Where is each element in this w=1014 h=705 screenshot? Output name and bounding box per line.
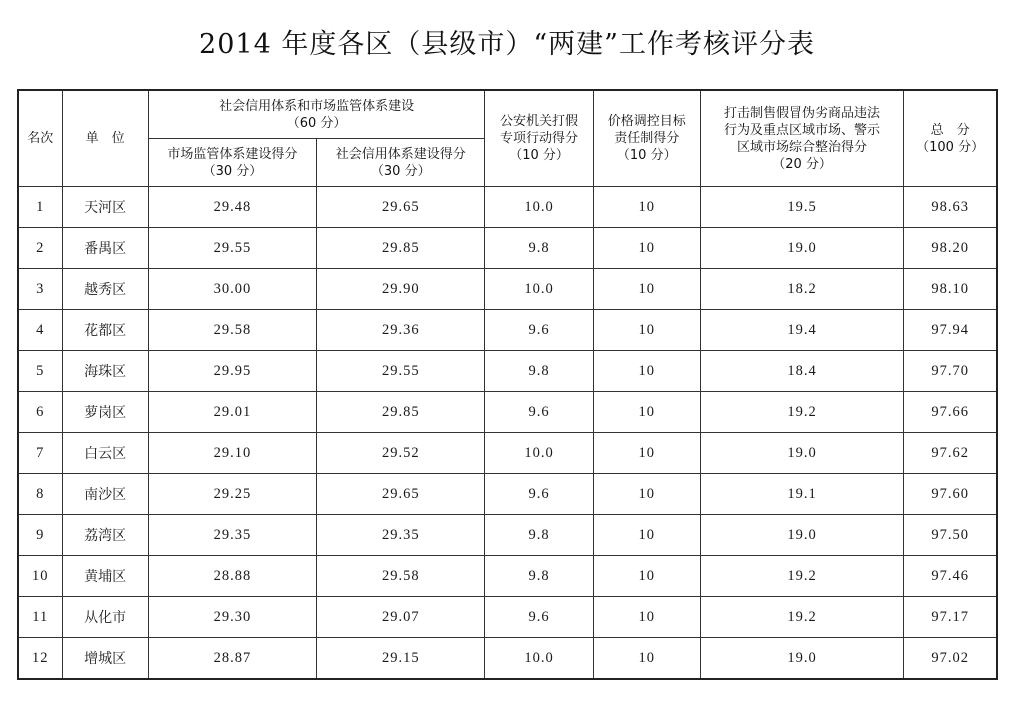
header-police-line3: （10 分）: [509, 148, 569, 163]
cell-crackdown-score: 19.2: [700, 597, 903, 638]
cell-police-score: 9.6: [485, 597, 593, 638]
header-crackdown-line1: 打击制售假冒伪劣商品违法: [724, 105, 881, 121]
cell-credit-score: 29.65: [317, 187, 485, 228]
cell-police-score: 9.8: [485, 351, 593, 392]
cell-price-score: 10: [593, 392, 700, 433]
header-group-credit-market: [148, 90, 485, 139]
cell-rank: 10: [18, 556, 62, 597]
cell-total-score: 97.02: [904, 638, 997, 680]
cell-unit: 南沙区: [62, 474, 148, 515]
cell-police-score: 9.6: [485, 474, 593, 515]
cell-price-score: 10: [593, 187, 700, 228]
cell-unit: 越秀区: [62, 269, 148, 310]
cell-market-score: 29.25: [148, 474, 316, 515]
header-crackdown-line2: 行为及重点区域市场、警示: [724, 122, 881, 138]
cell-rank: 8: [18, 474, 62, 515]
cell-crackdown-score: 19.2: [700, 392, 903, 433]
cell-price-score: 10: [593, 515, 700, 556]
table-row: [18, 228, 997, 269]
table-header: [18, 90, 997, 187]
cell-police-score: 9.8: [485, 515, 593, 556]
cell-credit-score: 29.15: [317, 638, 485, 680]
cell-market-score: 29.55: [148, 228, 316, 269]
cell-unit: 荔湾区: [62, 515, 148, 556]
header-credit: [317, 139, 485, 187]
table-row: [18, 310, 997, 351]
cell-price-score: 10: [593, 310, 700, 351]
page-title: 2014 年度各区（县级市）“两建”工作考核评分表: [199, 29, 815, 60]
cell-unit: 花都区: [62, 310, 148, 351]
cell-police-score: 10.0: [485, 269, 593, 310]
cell-total-score: 97.66: [904, 392, 997, 433]
header-group-line2: （60 分）: [286, 115, 347, 131]
cell-rank: 3: [18, 269, 62, 310]
cell-rank: 5: [18, 351, 62, 392]
cell-police-score: 9.8: [485, 228, 593, 269]
cell-police-score: 9.6: [485, 392, 593, 433]
cell-market-score: 28.87: [148, 638, 316, 680]
header-police-line1: 公安机关打假: [500, 114, 579, 129]
cell-crackdown-score: 19.0: [700, 515, 903, 556]
table-body: [18, 187, 997, 680]
cell-total-score: 97.46: [904, 556, 997, 597]
cell-rank: 6: [18, 392, 62, 433]
cell-total-score: 98.20: [904, 228, 997, 269]
cell-rank: 2: [18, 228, 62, 269]
cell-police-score: 9.6: [485, 310, 593, 351]
header-credit-line2: （30 分）: [370, 163, 431, 179]
cell-credit-score: 29.85: [317, 228, 485, 269]
cell-market-score: 29.58: [148, 310, 316, 351]
cell-market-score: 29.30: [148, 597, 316, 638]
cell-total-score: 98.10: [904, 269, 997, 310]
cell-market-score: 29.01: [148, 392, 316, 433]
header-market-line1: 市场监管体系建设得分: [167, 146, 298, 162]
cell-police-score: 9.8: [485, 556, 593, 597]
cell-price-score: 10: [593, 556, 700, 597]
cell-rank: 7: [18, 433, 62, 474]
table-row: [18, 392, 997, 433]
table-row: [18, 515, 997, 556]
cell-crackdown-score: 19.0: [700, 228, 903, 269]
cell-price-score: 10: [593, 474, 700, 515]
header-price-line3: （10 分）: [616, 148, 677, 163]
cell-rank: 4: [18, 310, 62, 351]
cell-total-score: 98.63: [904, 187, 997, 228]
cell-credit-score: 29.52: [317, 433, 485, 474]
header-credit-line1: 社会信用体系建设得分: [335, 146, 466, 162]
cell-price-score: 10: [593, 351, 700, 392]
cell-total-score: 97.62: [904, 433, 997, 474]
cell-police-score: 10.0: [485, 187, 593, 228]
cell-credit-score: 29.90: [317, 269, 485, 310]
cell-total-score: 97.50: [904, 515, 997, 556]
score-table: [17, 89, 998, 680]
cell-market-score: 29.48: [148, 187, 316, 228]
cell-unit: 番禺区: [62, 228, 148, 269]
cell-police-score: 10.0: [485, 433, 593, 474]
cell-total-score: 97.60: [904, 474, 997, 515]
cell-unit: 黄埔区: [62, 556, 148, 597]
cell-market-score: 30.00: [148, 269, 316, 310]
cell-total-score: 97.94: [904, 310, 997, 351]
header-group-line1: 社会信用体系和市场监管体系建设: [219, 98, 415, 114]
table-row: [18, 351, 997, 392]
cell-rank: 9: [18, 515, 62, 556]
header-total-line1: 总 分: [930, 122, 970, 138]
cell-crackdown-score: 19.4: [700, 310, 903, 351]
cell-market-score: 28.88: [148, 556, 316, 597]
header-total-line2: （100 分）: [916, 139, 985, 155]
table-row: [18, 556, 997, 597]
cell-unit: 海珠区: [62, 351, 148, 392]
cell-market-score: 29.35: [148, 515, 316, 556]
header-price: [593, 90, 700, 187]
header-unit: 单 位: [62, 90, 148, 187]
table-row: [18, 433, 997, 474]
cell-crackdown-score: 18.4: [700, 351, 903, 392]
header-rank: 名次: [18, 90, 62, 187]
cell-credit-score: 29.85: [317, 392, 485, 433]
cell-price-score: 10: [593, 433, 700, 474]
cell-total-score: 97.70: [904, 351, 997, 392]
cell-market-score: 29.95: [148, 351, 316, 392]
header-market-line2: （30 分）: [202, 163, 263, 179]
cell-unit: 增城区: [62, 638, 148, 680]
cell-crackdown-score: 19.2: [700, 556, 903, 597]
table-row: [18, 187, 997, 228]
cell-credit-score: 29.36: [317, 310, 485, 351]
cell-rank: 12: [18, 638, 62, 680]
header-police: [485, 90, 593, 187]
cell-credit-score: 29.35: [317, 515, 485, 556]
header-crackdown-line4: （20 分）: [772, 156, 832, 172]
cell-market-score: 29.10: [148, 433, 316, 474]
table-row: [18, 597, 997, 638]
table-row: [18, 269, 997, 310]
table-row: [18, 474, 997, 515]
header-crackdown-line3: 区域市场综合整治得分: [737, 139, 868, 155]
header-police-line2: 专项行动得分: [500, 131, 579, 146]
cell-credit-score: 29.55: [317, 351, 485, 392]
cell-crackdown-score: 19.0: [700, 433, 903, 474]
cell-credit-score: 29.07: [317, 597, 485, 638]
table-row: [18, 638, 997, 680]
cell-price-score: 10: [593, 638, 700, 680]
cell-unit: 从化市: [62, 597, 148, 638]
cell-unit: 白云区: [62, 433, 148, 474]
cell-crackdown-score: 19.1: [700, 474, 903, 515]
header-price-line1: 价格调控目标: [607, 114, 686, 129]
cell-unit: 天河区: [62, 187, 148, 228]
cell-credit-score: 29.65: [317, 474, 485, 515]
cell-rank: 11: [18, 597, 62, 638]
cell-price-score: 10: [593, 269, 700, 310]
cell-unit: 萝岗区: [62, 392, 148, 433]
cell-police-score: 10.0: [485, 638, 593, 680]
cell-crackdown-score: 19.5: [700, 187, 903, 228]
header-crackdown: [700, 90, 903, 187]
cell-rank: 1: [18, 187, 62, 228]
cell-price-score: 10: [593, 597, 700, 638]
header-total: [904, 90, 997, 187]
cell-total-score: 97.17: [904, 597, 997, 638]
cell-crackdown-score: 19.0: [700, 638, 903, 680]
header-market: [148, 139, 316, 187]
cell-credit-score: 29.58: [317, 556, 485, 597]
header-price-line2: 责任制得分: [614, 131, 680, 146]
cell-crackdown-score: 18.2: [700, 269, 903, 310]
cell-price-score: 10: [593, 228, 700, 269]
